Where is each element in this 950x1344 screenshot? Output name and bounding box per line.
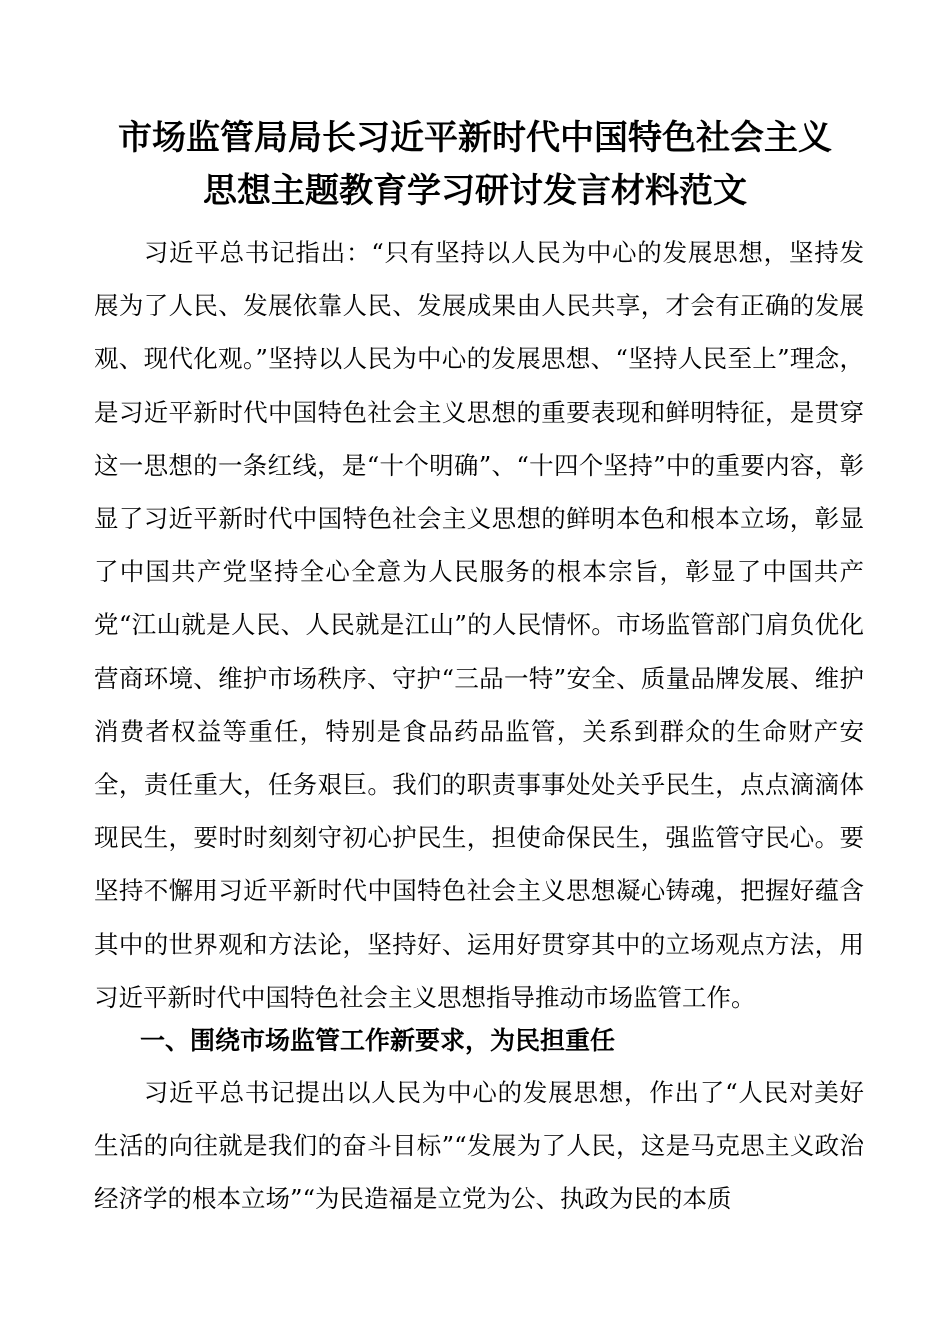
- body-paragraph-2: [94, 1066, 864, 1226]
- document-title-line-1: 市场监管局局长习近平新时代中国特色社会主义: [118, 118, 832, 158]
- section-heading-1: 一、围绕市场监管工作新要求，为民担重任: [140, 1026, 616, 1055]
- body-paragraph-2-text: 习近平总书记提出以人民为中心的发展思想，作出了“人民对美好生活的向往就是我们的奋斗目标”“发展为了人民，这是马克思主义政治经济学的根本立场”“为民造福是立党为公、执政为民的本质: [94, 1078, 864, 1214]
- body-paragraph-1-text: 习近平总书记指出：“只有坚持以人民为中心的发展思想，坚持发展为了人民、发展依靠人民、发展成果由人民共享，才会有正确的发展观、现代化观。”坚持以人民为中心的发展思想、“坚持人民至上”理念，是习近平新时代中国特色社会主义思想的重要表现和鲜明特征，是贯穿这一思想的一条红线，是“十个明确”、“十四个坚持”中的重要内容，彰显了习近平新时代中国特色社会主义思想的鲜明本色和根本立场，彰显了中国共产党坚持全心全意为人民服务的根本宗旨，彰显了中国共产党“江山就是人民、人民就是江山”的人民情怀。市场监管部门肩负优化营商环境、维护市场秩序、守护“三品一特”安全、质量品牌发展、维护消费者权益等重任，特别是食品药品监管，关系到群众的生命财产安全，责任重大，任务艰巨。我们的职责事事处处关乎民生，点点滴滴体现民生，要时时刻刻守初心护民生，担使命保民生，强监管守民心。要坚持不懈用习近平新时代中国特色社会主义思想凝心铸魂，把握好蕴含其中的世界观和方法论，坚持好、运用好贯穿其中的立场观点方法，用习近平新时代中国特色社会主义思想指导推动市场监管工作。: [94, 238, 864, 1012]
- document-title-line-2: 思想主题教育学习研讨发言材料范文: [203, 171, 747, 211]
- body-paragraph-1: [94, 226, 864, 1024]
